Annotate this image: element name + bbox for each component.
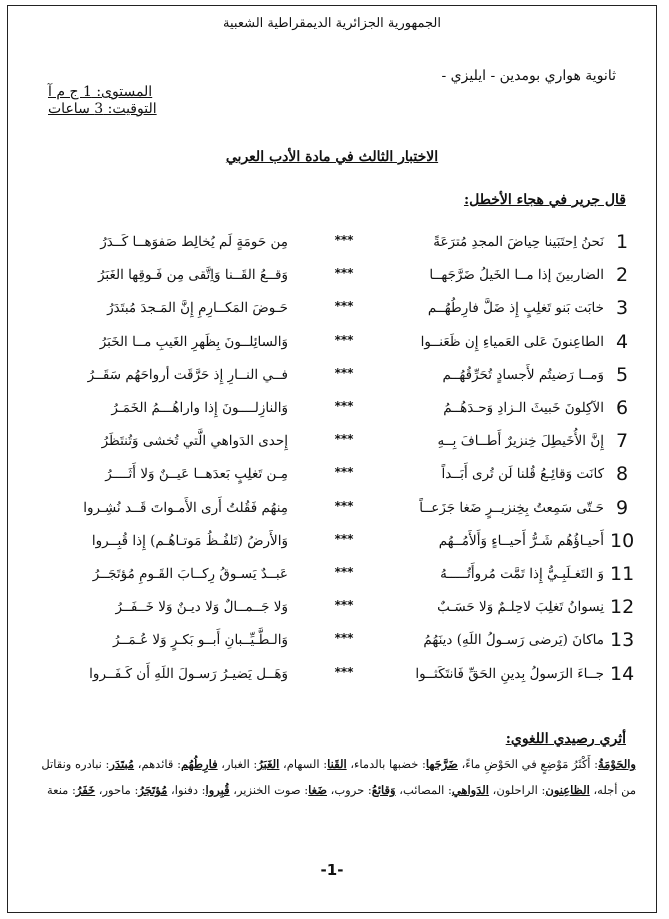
verse-row: [30, 360, 634, 390]
lexicon-definition: : الراحلون،: [492, 783, 546, 797]
lexicon-definition: : الغبار،: [221, 757, 258, 771]
lexicon-definition: : السهام،: [283, 757, 328, 771]
verse-second-hemistich: مِنهُم فَقُلتُ أَرى الأَمـواتَ قَــد نُشِـروا: [83, 499, 288, 516]
verse-row: [30, 426, 634, 456]
verse-second-hemistich: مِـن تَغلِبٍ بَعدَهــا عَيــنٌ وَلا أَثَــــرُ: [105, 466, 288, 483]
page-number: -1-: [320, 861, 344, 879]
verse-first-hemistich: وَمــا رَضيتُم لأَجسادٍ تُحَرِّقُهُــم: [442, 366, 604, 383]
verse-first-hemistich: الطاعِنونَ عَلى العَمياءِ إِن ظَعَنــوا: [420, 333, 604, 350]
verse-row: [30, 659, 634, 689]
verse-separator: ***: [334, 432, 354, 447]
verse-number: 14: [610, 662, 635, 685]
verse-number: 12: [610, 596, 635, 619]
lexicon-term: الدَواهي: [451, 783, 489, 797]
school-name: ثانوية هواري بومدين - ايليزي -: [441, 68, 616, 84]
lexicon-definition: : صوت الخنزير،: [233, 783, 309, 797]
lexicon-entry: [399, 783, 489, 797]
exam-meta: [48, 84, 157, 118]
verse-first-hemistich: جــاءَ الرَسولُ بِدينِ الحَقِّ فَانتَكَثــوا: [415, 665, 604, 682]
verse-separator: ***: [334, 531, 354, 546]
poem-intro: قال جرير في هجاء الأخطل:: [463, 192, 626, 208]
verse-second-hemistich: وَالسائِلــونَ بِظَهرِ الغَيبِ مــا الخَبَرُ: [99, 333, 288, 350]
exam-title: الاختبار الثالث في مادة الأدب العربي: [225, 149, 439, 165]
verse-number: 2: [615, 264, 629, 287]
lexicon-entry: [134, 783, 167, 797]
lexicon-definition: :: [105, 757, 110, 771]
verse-second-hemistich: وَقــعُ القَــنا وَاِتَّقى مِن فَـوقِها الغَبَرُ: [97, 267, 288, 284]
verse-number: 9: [615, 496, 629, 519]
verse-second-hemistich: فــي النــارِ إِذ حَرَّقَت أرواحَهُم سَقَــرُ: [87, 366, 288, 383]
lexicon-term: مُبتَدَر: [109, 757, 135, 771]
verse-first-hemistich: خابَت بَنو تَغلِبٍ إِذ ضَلَّ فارِطُهُــم: [427, 300, 604, 317]
lexicon-entry: [283, 757, 347, 771]
verse-second-hemistich: حَـوضَ المَكــارِمِ إِنَّ المَـجدَ مُبتَدَرُ: [107, 300, 288, 317]
lexicon-definition: : دفنوا،: [171, 783, 206, 797]
verse-first-hemistich: حَـتّى سَمِعتُ بِخِنزيــرٍ ضَغا جَزَعــاً: [419, 499, 604, 516]
exam-sheet: [7, 5, 657, 913]
lexicon-term: فارِطُهُم: [180, 757, 218, 771]
verse-first-hemistich: أَحيـاؤُهُم شَـرُّ أَحيــاءٍ وَأَلأَمُــهُم: [438, 532, 604, 549]
verse-separator: ***: [334, 664, 354, 679]
lexicon-definition: : حروب،: [330, 783, 372, 797]
lexicon-definition: نبادره ونقاتل من أجله،: [41, 757, 636, 797]
verse-number: 1: [615, 231, 629, 253]
verse-separator: ***: [334, 399, 354, 413]
lexicon-entry: [138, 757, 218, 771]
verse-second-hemistich: عَبــدٌ يَسـوقُ رِكــابَ القَـومِ مُؤتَجَــرُ: [92, 566, 288, 582]
verse-second-hemistich: مِن حَومَةٍ لَم يُخالِط صَفوَهــا كَــدَرُ: [100, 234, 288, 250]
verse-number: 7: [615, 430, 629, 453]
verse-second-hemistich: إِحدى الدَواهي الَّتي تُخشى وَتُنتَظَرُ: [101, 433, 288, 450]
verse-separator: ***: [334, 598, 354, 613]
verse-number: 6: [615, 397, 629, 419]
verse-first-hemistich: الضاربينَ إذا مــا الخَيلُ ضَرَّجَهــا: [429, 267, 604, 284]
verse-second-hemistich: وَلا جَــمــالٌ وَلا ديـنٌ وَلا خَــفَــرُ: [115, 599, 288, 616]
verse-second-hemistich: وَهَــل يَضيـرُ رَسـولَ اللَهِ أَن كَـفَــروا: [89, 665, 288, 682]
verse-number: 13: [610, 629, 635, 652]
verse-first-hemistich: الآكِلونَ خَبيثَ الـزادِ وَحـدَهُــمُ: [443, 400, 604, 416]
verse-separator: ***: [334, 233, 354, 247]
lexicon-entry: [106, 757, 135, 771]
lexicon-term: ضَغا: [308, 783, 327, 797]
lexicon-term: مُؤتَجَرُ: [138, 783, 168, 797]
lexicon-term: القَنا: [327, 757, 347, 771]
lexicon-definition: : المصائب،: [399, 783, 452, 797]
verse-separator: ***: [334, 266, 354, 281]
duration-label: التوقيت: 3 ساعات: [48, 101, 157, 117]
lexicon-term: ضَرَّجَها: [425, 757, 458, 771]
lexicon-term: وَقائعُ: [371, 783, 396, 797]
lexicon-term: خَفَرُ: [75, 783, 96, 797]
verse-number: 11: [610, 563, 635, 585]
verse-row: [30, 459, 634, 489]
verse-row: [30, 260, 634, 290]
verse-first-hemistich: وَ التَغـلَبِـيُّ إِذا تَمَّت مُروأَتُـــــهُ: [440, 566, 604, 582]
lexicon: [31, 751, 636, 803]
verse-row: [30, 493, 634, 523]
verse-separator: ***: [334, 465, 354, 480]
lexicon-term: قُبِروا: [205, 783, 230, 797]
lexicon-definition: : قائدهم،: [137, 757, 181, 771]
verse-row: [30, 625, 634, 655]
verse-row: [30, 327, 634, 357]
lexicon-definition: :: [134, 783, 139, 797]
verse-first-hemistich: إِنَّ الأُخَيطِلَ خِنزيرٌ أَطــافَ بِــهِ: [437, 433, 604, 450]
lexicon-entry: [331, 783, 396, 797]
verse-number: 10: [610, 529, 635, 552]
verse-first-hemistich: نَحنُ اِحتَبَينا حِياضَ المجدِ مُترَعَةً: [433, 234, 604, 250]
lexicon-term: والحَوْمَةُ: [598, 757, 636, 771]
verse-row: [30, 559, 634, 589]
verse-number: 8: [615, 463, 629, 486]
verse-number: 3: [615, 297, 629, 320]
verse-row: [30, 393, 634, 423]
verse-second-hemistich: وَالنازِلــــونَ إِذا واراهُـــمُ الخَمَـرُ: [111, 400, 288, 416]
verse-row: [30, 293, 634, 323]
lexicon-definition: : خضبها بالدماء،: [350, 757, 426, 771]
lexicon-entry: [493, 783, 590, 797]
level-label: المستوى: 1 ج م آ: [48, 84, 153, 100]
republic-header: الجمهورية الجزائرية الديمقراطية الشعبية: [223, 16, 441, 31]
lexicon-entry: [47, 783, 95, 797]
verse-second-hemistich: وَالأَرضُ (تَلفُـظُ مَوتـاهُـم) إِذا قُبِــروا: [91, 532, 288, 549]
lexicon-definition: : منعة: [46, 783, 76, 797]
lexicon-term: الظاعِنون: [545, 783, 590, 797]
lexicon-entry: [350, 757, 458, 771]
verse-separator: ***: [334, 332, 354, 347]
verse-first-hemistich: ماكانَ (يَرضى رَسـولُ اللَهِ) دينَهُمُ: [423, 632, 604, 649]
verse-separator: ***: [334, 299, 354, 314]
lexicon-definition: ماحور،: [98, 783, 131, 797]
verse-row: [30, 227, 634, 257]
lexicon-entry: [462, 757, 636, 771]
verse-separator: ***: [334, 498, 354, 513]
verse-second-hemistich: وَالـطَّـيِّــبانِ أَبــو بَكـرٍ وَلا عُـمَــرُ: [112, 632, 288, 649]
verse-row: [30, 526, 634, 556]
verse-row: [30, 592, 634, 622]
lexicon-entry: [171, 783, 230, 797]
lexicon-definition: : أَكْثَرُ مَوْضِعٍ في الحَوْضِ ماءً،: [461, 757, 599, 771]
lexicon-title: أثري رصيدي اللغوي:: [505, 731, 626, 747]
verse-separator: ***: [334, 365, 354, 380]
verse-number: 4: [615, 330, 629, 353]
lexicon-entry: [233, 783, 327, 797]
verse-first-hemistich: نِسوانُ تَغلِبَ لاحِلـمٌ وَلا حَسَـبٌ: [437, 599, 604, 616]
lexicon-term: الغَبَرُ: [257, 757, 280, 771]
lexicon-entry: [99, 783, 131, 797]
lexicon-entry: [221, 757, 279, 771]
verse-separator: ***: [334, 565, 354, 579]
verse-number: 5: [615, 363, 629, 386]
verse-first-hemistich: كانَت وَقائِـعُ قُلنا لَن تُرى أَبَــداً: [441, 466, 604, 483]
verse-separator: ***: [334, 631, 354, 646]
